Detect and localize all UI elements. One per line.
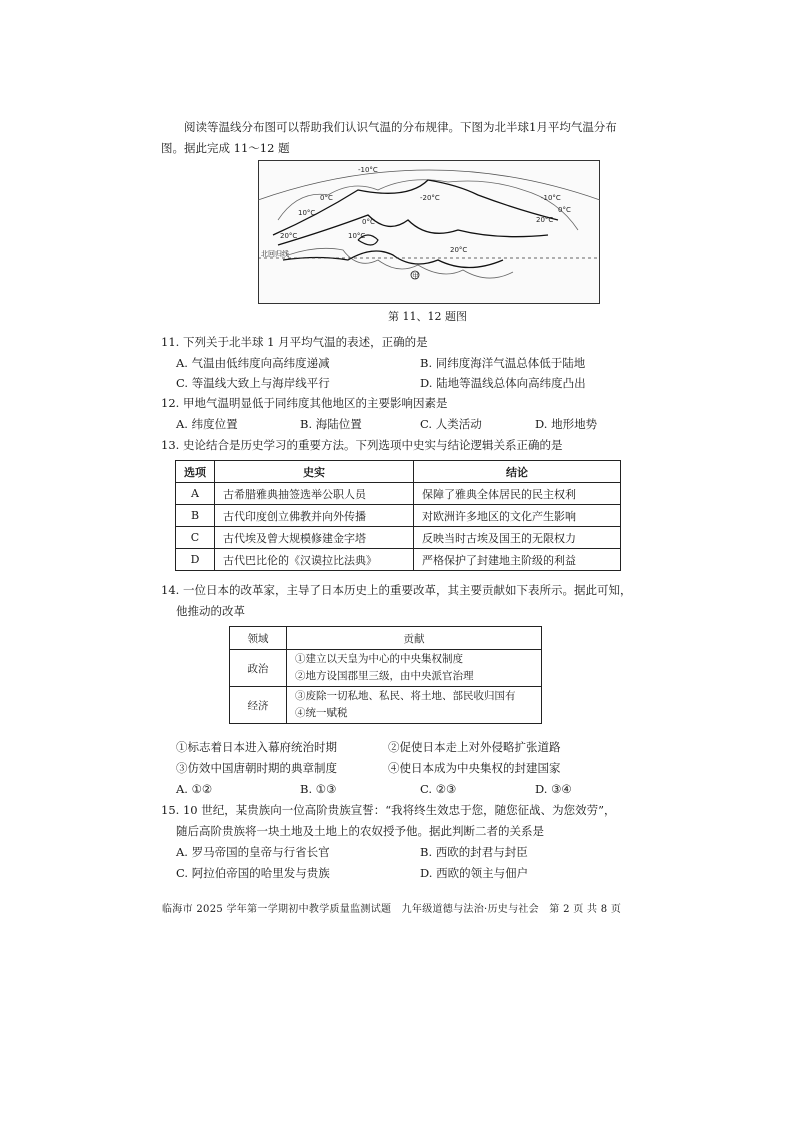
row-option: C (176, 527, 215, 549)
isotherm-label: -10°C (541, 194, 561, 202)
isotherm-label: 20°C (536, 216, 554, 224)
option-15c: C. 阿拉伯帝国的哈里发与贵族 (176, 866, 330, 880)
option-12a: A. 纬度位置 (176, 417, 238, 431)
table-row (176, 505, 621, 527)
statement-2: ②促使日本走上对外侵略扩张道路 (388, 740, 561, 754)
table-header-row (230, 627, 542, 650)
option-15a: A. 罗马帝国的皇帝与行省长官 (176, 845, 330, 859)
header-contribution: 贡献 (287, 627, 542, 650)
option-15b: B. 西欧的封君与封臣 (420, 845, 528, 859)
question-15-stem-line-2: 随后高阶贵族将一块土地及土地上的农奴授予他。据此判断二者的关系是 (176, 824, 544, 838)
table-row (176, 483, 621, 505)
isotherm-label: -10°C (358, 166, 378, 174)
header-option: 选项 (176, 461, 215, 483)
isotherm-label: 20°C (280, 232, 298, 240)
field-economy: 经济 (230, 687, 287, 724)
intro-line-1: 阅读等温线分布图可以帮助我们认识气温的分布规律。下图为北半球1月平均气温分布 (184, 120, 617, 134)
intro-line-2: 图。据此完成 11～12 题 (161, 141, 290, 155)
option-14c: C. ②③ (420, 782, 457, 796)
row-fact: 古代巴比伦的《汉谟拉比法典》 (215, 549, 414, 571)
field-politics: 政治 (230, 650, 287, 687)
statement-4: ④使日本成为中央集权的封建国家 (388, 761, 561, 775)
january-isotherm-map (258, 160, 600, 304)
header-conclusion: 结论 (414, 461, 621, 483)
option-12b: B. 海陆位置 (300, 417, 362, 431)
isotherm-label: 0°C (320, 194, 333, 202)
question-13-stem: 13. 史论结合是历史学习的重要方法。下列选项中史实与结论逻辑关系正确的是 (161, 438, 563, 452)
row-conclusion: 严格保护了封建地主阶级的利益 (414, 549, 621, 571)
table-row (176, 527, 621, 549)
header-fact: 史实 (215, 461, 414, 483)
row-option: B (176, 505, 215, 527)
contribution-item: ③废除一切私地、私民、将土地、部民收归国有 (295, 690, 516, 702)
row-conclusion: 对欧洲许多地区的文化产生影响 (414, 505, 621, 527)
row-conclusion: 保障了雅典全体居民的民主权利 (414, 483, 621, 505)
isotherm-label: 20°C (450, 246, 468, 254)
question-11-stem: 11. 下列关于北半球 1 月平均气温的表述，正确的是 (161, 335, 428, 349)
map-caption: 第 11、12 题图 (388, 310, 467, 323)
isotherm-label: 10°C (348, 232, 366, 240)
contribution-item: ④统一赋税 (295, 707, 348, 719)
question-14-stem-line-2: 他推动的改革 (176, 604, 245, 618)
isotherm-label: -20°C (420, 194, 440, 202)
statement-1: ①标志着日本进入幕府统治时期 (176, 740, 337, 754)
table-row (230, 650, 542, 687)
row-option: D (176, 549, 215, 571)
contribution-item: ①建立以天皇为中心的中央集权制度 (295, 653, 463, 665)
isotherm-label: 0°C (558, 206, 571, 214)
question-14-stem-line-1: 14. 一位日本的改革家，主导了日本历史上的重要改革，其主要贡献如下表所示。据此可知， (161, 583, 632, 597)
option-12c: C. 人类活动 (420, 417, 482, 431)
row-fact: 古代埃及曾大规模修建金字塔 (215, 527, 414, 549)
option-11a: A. 气温由低纬度向高纬度递减 (176, 356, 330, 370)
politics-contributions (287, 650, 542, 687)
table-header-row (176, 461, 621, 483)
header-field: 领域 (230, 627, 287, 650)
reform-contribution-table (229, 626, 542, 724)
page-footer: 临海市 2025 学年第一学期初中教学质量监测试题 九年级道德与法治·历史与社会 第 2 页 共 8 页 (162, 904, 622, 915)
table-row (230, 687, 542, 724)
option-14a: A. ①② (176, 782, 213, 796)
contribution-item: ②地方设国郡里三级，由中央派官治理 (295, 670, 474, 682)
row-fact: 古希腊雅典抽签选举公职人员 (215, 483, 414, 505)
option-14d: D. ③④ (535, 782, 572, 796)
option-11c: C. 等温线大致上与海岸线平行 (176, 376, 330, 390)
question-15-stem-line-1: 15. 10 世纪，某贵族向一位高阶贵族宣誓：“我将终生效忠于您，随您征战、为您效劳”， (161, 803, 616, 817)
option-12d: D. 地形地势 (535, 417, 598, 431)
option-14b: B. ①③ (300, 782, 337, 796)
history-conclusion-table (175, 460, 621, 571)
option-11d: D. 陆地等温线总体向高纬度凸出 (420, 376, 586, 390)
tropic-label: 北回归线 (261, 250, 289, 258)
row-conclusion: 反映当时古埃及国王的无限权力 (414, 527, 621, 549)
row-option: A (176, 483, 215, 505)
option-15d: D. 西欧的领主与佃户 (420, 866, 529, 880)
question-12-stem: 12. 甲地气温明显低于同纬度其他地区的主要影响因素是 (161, 396, 448, 410)
isotherm-label: 0°C (362, 218, 375, 226)
economy-contributions (287, 687, 542, 724)
table-row (176, 549, 621, 571)
statement-3: ③仿效中国唐朝时期的典章制度 (176, 761, 337, 775)
isotherm-label: 10°C (298, 209, 316, 217)
option-11b: B. 同纬度海洋气温总体低于陆地 (420, 356, 586, 370)
place-label: 甲 (412, 272, 419, 280)
row-fact: 古代印度创立佛教并向外传播 (215, 505, 414, 527)
